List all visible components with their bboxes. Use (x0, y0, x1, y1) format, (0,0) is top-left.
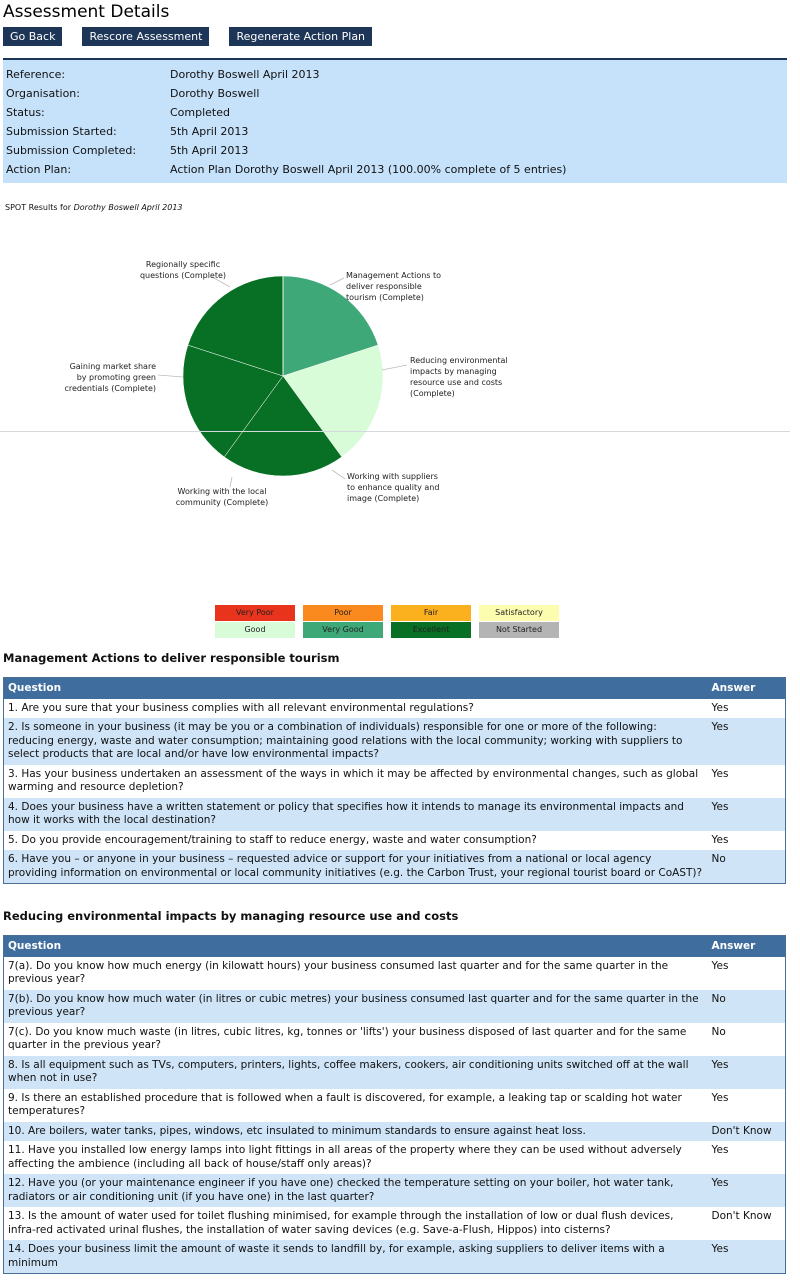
page-title: Assessment Details (3, 2, 170, 22)
info-label: Submission Completed: (6, 144, 137, 157)
pie-label-leader (382, 365, 407, 370)
pie-label-leader (230, 477, 232, 487)
spot-caption-prefix: SPOT Results for (5, 203, 74, 212)
table-row (4, 990, 786, 1023)
pie-label-line: tourism (Complete) (346, 293, 424, 302)
question-cell: 4. Does your business have a written statement or policy that specifies how it intends to manage its environmental impacts and how it works with the local destination? (4, 798, 708, 831)
pie-label-line: (Complete) (410, 389, 455, 398)
question-cell: 6. Have you – or anyone in your business – requested advice or support for your initiatives from a national or local agency providing information on environmental or local community initiatives (e.g. the Carbon Trust, your regional tourist board or CoAST)? (4, 850, 708, 884)
pie-label-line: by promoting green (76, 373, 156, 382)
answer-cell: Yes (708, 831, 786, 851)
pie-slice-label (140, 260, 226, 280)
regenerate-action-plan-button[interactable]: Regenerate Action Plan (229, 27, 372, 46)
question-column-header: Question (4, 936, 708, 957)
section-title-management: Management Actions to deliver responsible tourism (3, 651, 340, 665)
pie-label-line: resource use and costs (410, 378, 503, 387)
section-title-resource-use: Reducing environmental impacts by managing resource use and costs (3, 909, 459, 923)
question-cell: 9. Is there an established procedure that is followed when a fault is discovered, for example, a leaking tap or scalding hot water temperatures? (4, 1089, 708, 1122)
pie-label-line: questions (Complete) (139, 271, 227, 280)
table-row (4, 1056, 786, 1089)
pie-label-line: image (Complete) (347, 494, 420, 503)
answer-cell: Yes (708, 1141, 786, 1174)
pie-slice-label (346, 271, 441, 302)
question-cell: 13. Is the amount of water used for toilet flushing minimised, for example through the installation of low or dual flush devices, infra-red activated urinal flushes, the installation of water saving devices (e.g. Save-a-Flush, Hippos) into cisterns? (4, 1207, 708, 1240)
management-actions-table (3, 677, 786, 884)
pie-label-leader (158, 375, 183, 377)
spot-results-caption (5, 203, 183, 212)
table-row (4, 798, 786, 831)
answer-cell: No (708, 990, 786, 1023)
info-value: Dorothy Boswell (170, 87, 260, 100)
pie-label-line: impacts by managing (410, 367, 497, 376)
spot-caption-name: Dorothy Boswell April 2013 (73, 203, 183, 212)
question-cell: 2. Is someone in your business (it may be you or a combination of individuals) responsible for one or more of the following: reducing energy, waste and water consumption; maintaining good relations with the local community; working with suppliers to select products that are local and/or have low environmental impacts? (4, 718, 708, 765)
question-cell: 8. Is all equipment such as TVs, computers, printers, lights, coffee makers, cookers, air conditioning units switched off at the wall when not in use? (4, 1056, 708, 1089)
go-back-button[interactable]: Go Back (3, 27, 62, 46)
answer-cell: Don't Know (708, 1122, 786, 1142)
answer-cell: Yes (708, 1240, 786, 1274)
legend-not-started: Not Started (479, 622, 559, 638)
question-cell: 7(a). Do you know how much energy (in kilowatt hours) your business consumed last quarter and for the same quarter in the previous year? (4, 957, 708, 990)
answer-cell: Yes (708, 1174, 786, 1207)
table-row (4, 1089, 786, 1122)
pie-slice-label (347, 472, 439, 503)
table-row (4, 1023, 786, 1056)
info-value: Dorothy Boswell April 2013 (170, 68, 320, 81)
answer-cell: No (708, 850, 786, 884)
spot-results-pie-chart (0, 215, 790, 535)
table-row (4, 765, 786, 798)
question-cell: 5. Do you provide encouragement/training to staff to reduce energy, waste and water consumption? (4, 831, 708, 851)
info-label: Submission Started: (6, 125, 117, 138)
info-label: Action Plan: (6, 163, 72, 176)
answer-cell: Yes (708, 798, 786, 831)
pie-label-leader (332, 470, 345, 479)
assessment-info-panel (3, 58, 787, 183)
question-cell: 7(b). Do you know how much water (in litres or cubic metres) your business consumed last quarter and for the same quarter in the previous year? (4, 990, 708, 1023)
pie-label-line: credentials (Complete) (64, 384, 156, 393)
pie-label-line: community (Complete) (175, 498, 269, 507)
pie-label-leader (330, 278, 344, 285)
pie-slice-label (65, 362, 157, 393)
table-row (4, 699, 786, 719)
answer-column-header: Answer (708, 678, 786, 699)
info-value: 5th April 2013 (170, 144, 249, 157)
pie-label-line: Regionally specific (145, 260, 221, 269)
legend-very-poor: Very Poor (215, 605, 295, 621)
rating-legend (215, 605, 559, 639)
resource-use-table (3, 935, 786, 1274)
table-row (4, 718, 786, 765)
info-label: Organisation: (6, 87, 80, 100)
legend-very-good: Very Good (303, 622, 383, 638)
info-value: 5th April 2013 (170, 125, 249, 138)
legend-row (215, 622, 559, 638)
question-cell: 10. Are boilers, water tanks, pipes, windows, etc insulated to minimum standards to ensure against heat loss. (4, 1122, 708, 1142)
question-cell: 3. Has your business undertaken an assessment of the ways in which it may be affected by environmental changes, such as global warming and resource depletion? (4, 765, 708, 798)
info-row-status (3, 103, 787, 122)
answer-cell: Yes (708, 765, 786, 798)
info-label: Reference: (6, 68, 66, 81)
question-column-header: Question (4, 678, 708, 699)
pie-label-line: Reducing environmental (410, 356, 508, 365)
info-row-submission-completed (3, 141, 787, 160)
rescore-assessment-button[interactable]: Rescore Assessment (82, 27, 209, 46)
pie-label-line: to enhance quality and (347, 483, 440, 492)
legend-satisfactory: Satisfactory (479, 605, 559, 621)
table-row (4, 1141, 786, 1174)
pie-slice-label (176, 487, 268, 507)
table-row (4, 957, 786, 990)
table-row (4, 1122, 786, 1142)
answer-cell: Don't Know (708, 1207, 786, 1240)
divider (0, 431, 790, 432)
pie-slice-label (410, 356, 508, 398)
table-row (4, 1240, 786, 1274)
answer-cell: Yes (708, 957, 786, 990)
table-row (4, 831, 786, 851)
answer-cell: Yes (708, 1089, 786, 1122)
info-label: Status: (6, 106, 45, 119)
answer-cell: Yes (708, 1056, 786, 1089)
table-row (4, 850, 786, 884)
legend-fair: Fair (391, 605, 471, 621)
table-row (4, 1207, 786, 1240)
question-cell: 7(c). Do you know much waste (in litres, cubic litres, kg, tonnes or 'lifts') your business disposed of last quarter and for the same quarter in the previous year? (4, 1023, 708, 1056)
legend-excellent: Excellent (391, 622, 471, 638)
legend-row (215, 605, 559, 621)
pie-label-line: Working with suppliers (347, 472, 438, 481)
action-plan-link[interactable]: Action Plan Dorothy Boswell April 2013 (100.00% complete of 5 entries) (170, 163, 567, 176)
question-cell: 11. Have you installed low energy lamps into light fittings in all areas of the property where they can be used without adversely affecting the ambience (including all back of house/staff only areas)? (4, 1141, 708, 1174)
answer-cell: Yes (708, 718, 786, 765)
question-cell: 12. Have you (or your maintenance engineer if you have one) checked the temperature setting on your boiler, hot water tank, radiators or air conditioning unit (if you have one) in the last quarter? (4, 1174, 708, 1207)
legend-good: Good (215, 622, 295, 638)
toolbar (3, 27, 372, 46)
info-row-organisation (3, 84, 787, 103)
question-cell: 1. Are you sure that your business complies with all relevant environmental regulations? (4, 699, 708, 719)
question-cell: 14. Does your business limit the amount of waste it sends to landfill by, for example, asking suppliers to deliver items with a minimum (4, 1240, 708, 1274)
table-row (4, 1174, 786, 1207)
answer-cell: Yes (708, 699, 786, 719)
info-row-action-plan (3, 160, 787, 179)
info-row-reference (3, 65, 787, 84)
answer-column-header: Answer (708, 936, 786, 957)
info-value: Completed (170, 106, 230, 119)
legend-poor: Poor (303, 605, 383, 621)
pie-label-line: Working with the local (177, 487, 267, 496)
pie-label-line: Management Actions to (346, 271, 442, 280)
pie-label-line: deliver responsible (346, 282, 422, 291)
pie-label-line: Gaining market share (69, 362, 156, 371)
answer-cell: No (708, 1023, 786, 1056)
info-row-submission-started (3, 122, 787, 141)
